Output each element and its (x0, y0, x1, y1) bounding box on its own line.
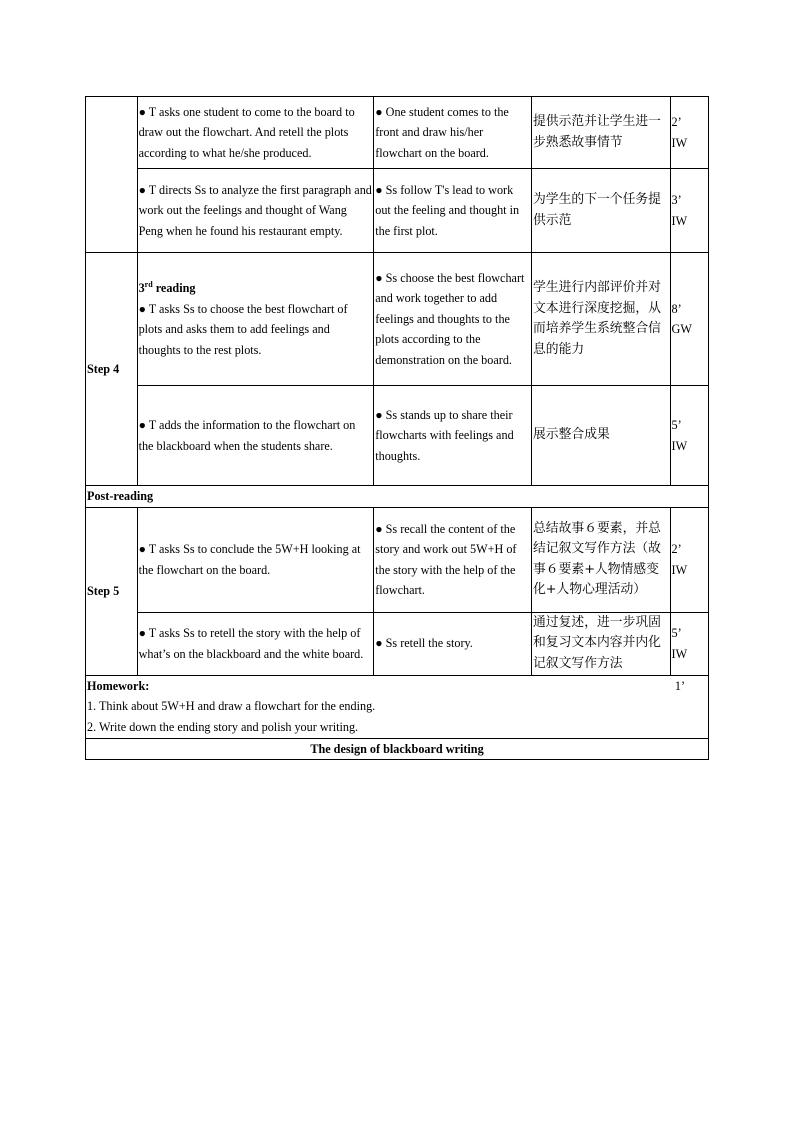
table-row (86, 738, 709, 760)
time-cell (670, 253, 708, 386)
time-cell (670, 97, 708, 169)
student-activity-cell: ● Ss stands up to share their flowcharts with feelings and thoughts. (374, 386, 532, 486)
teacher-activity-cell: ● T asks one student to come to the board to draw out the flowchart. And retell the plots according to what he/she produced. (137, 97, 374, 169)
homework-item: 2. Write down the ending story and polish your writing. (87, 719, 359, 734)
mode-value: GW (671, 322, 692, 336)
step-label: Step 4 (86, 253, 138, 486)
student-activity-cell: ● Ss retell the story. (374, 612, 532, 675)
mode-value: IW (671, 135, 688, 150)
table-row (86, 386, 709, 486)
time-cell (670, 169, 708, 253)
blackboard-design-title: The design of blackboard writing (86, 738, 709, 760)
table-row (86, 486, 709, 508)
table-row (86, 612, 709, 675)
student-activity-cell: ● Ss choose the best flowchart and work together to add feelings and thoughts to the plots according to the demonstration on the board. (374, 253, 532, 386)
step-cell-empty (86, 97, 138, 253)
table-row (86, 253, 709, 386)
table-row (86, 675, 709, 738)
table-row (86, 169, 709, 253)
homework-time: 1’ (674, 678, 685, 693)
homework-item: 1. Think about 5W+H and draw a flowchart for the ending. (87, 699, 376, 714)
time-cell (670, 507, 708, 612)
time-value: 2’ (671, 115, 682, 129)
teacher-activity-cell: ● T adds the information to the flowchart on the blackboard when the students share. (137, 386, 374, 486)
purpose-cell: 通过复述，进一步巩固和复习文本内容并内化记叙文写作方法 (532, 612, 671, 675)
teacher-activity-cell: ● T asks Ss to retell the story with the help of what’s on the blackboard and the white board. (137, 612, 374, 675)
lesson-plan-table (85, 96, 709, 760)
mode-value: IW (671, 438, 688, 453)
teacher-activity-cell (137, 253, 374, 386)
table-row (86, 97, 709, 169)
student-activity-cell: ● One student comes to the front and draw his/her flowchart on the board. (374, 97, 532, 169)
time-cell (670, 612, 708, 675)
mode-value: IW (671, 562, 688, 577)
purpose-cell: 总结故事６要素，并总结记叙文写作方法（故事６要素+人物情感变化+人物心理活动） (532, 507, 671, 612)
section-title: Post-reading (86, 486, 709, 508)
time-value: 5’ (671, 626, 682, 640)
time-value: 8’ (671, 301, 682, 316)
mode-value: IW (671, 646, 688, 661)
mode-value: IW (671, 213, 688, 228)
time-cell (670, 386, 708, 486)
table-row (86, 507, 709, 612)
purpose-cell: 展示整合成果 (532, 386, 671, 486)
purpose-cell: 为学生的下一个任务提供示范 (532, 169, 671, 253)
teacher-activity-cell: ● T asks Ss to conclude the 5W+H looking at the flowchart on the board. (137, 507, 374, 612)
step-label: Step 5 (86, 507, 138, 675)
activity-text: ● T asks Ss to choose the best flowchart of plots and asks them to add feelings and thoughts to the rest plots. (138, 301, 348, 357)
section-heading: 3rd reading (138, 279, 196, 295)
time-value: 3’ (671, 193, 682, 207)
purpose-cell: 提供示范并让学生进一步熟悉故事情节 (532, 97, 671, 169)
student-activity-cell: ● Ss recall the content of the story and work out 5W+H of the story with the help of the flowchart. (374, 507, 532, 612)
time-value: 2’ (671, 542, 682, 556)
purpose-cell: 学生进行内部评价并对文本进行深度挖掘，从而培养学生系统整合信息的能力 (532, 253, 671, 386)
student-activity-cell: ● Ss follow T's lead to work out the feeling and thought in the first plot. (374, 169, 532, 253)
time-value: 5’ (671, 418, 682, 432)
homework-cell (86, 675, 709, 738)
homework-title: Homework: (87, 678, 150, 693)
teacher-activity-cell: ● T directs Ss to analyze the first paragraph and work out the feelings and thought of Wang Peng when he found his restaurant empty. (137, 169, 374, 253)
